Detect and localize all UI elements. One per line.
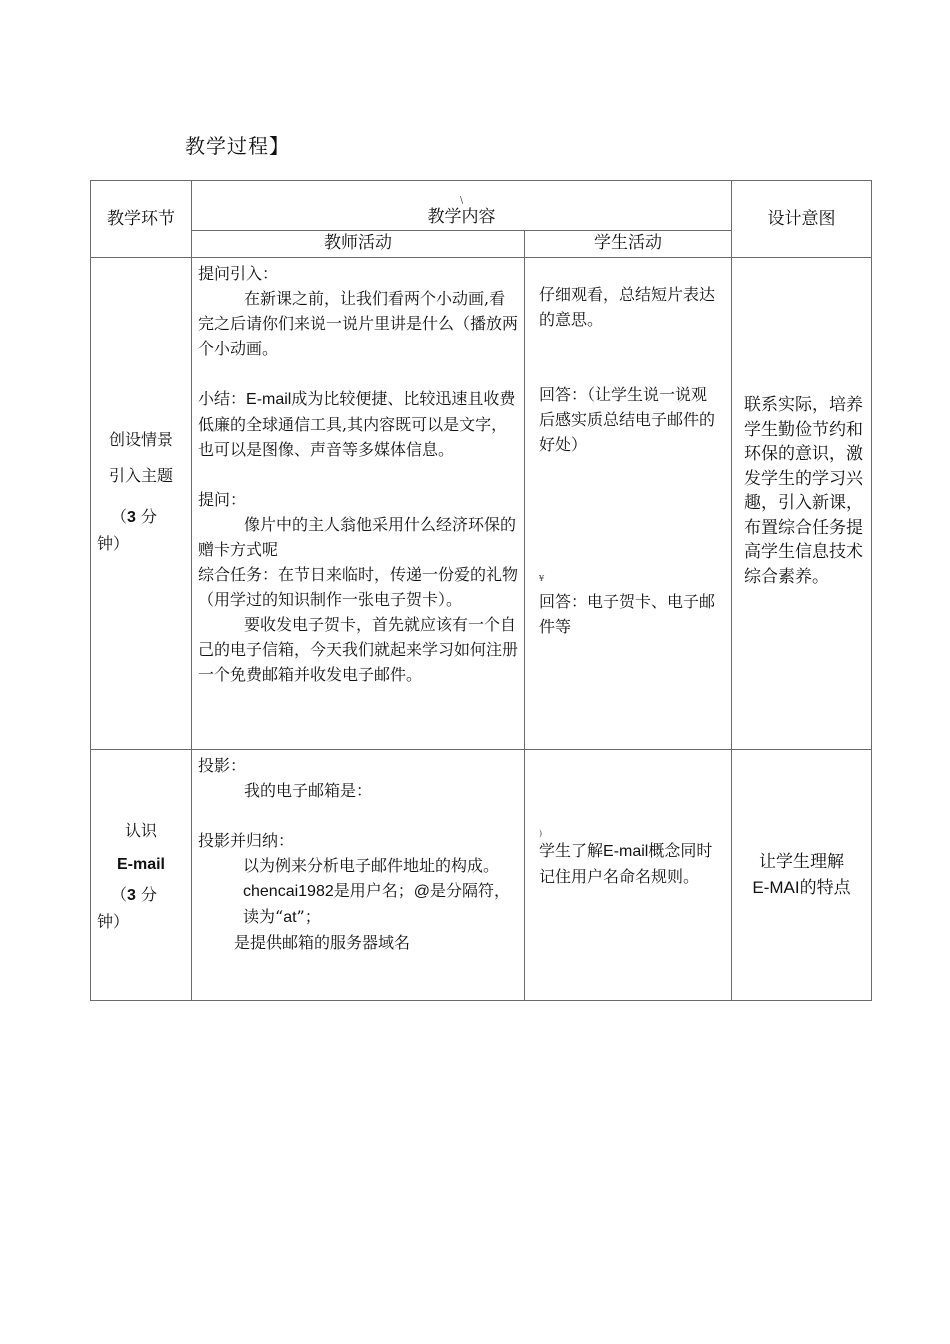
teacher-para: 投影： (198, 756, 247, 775)
teacher-para: 提问引入： (198, 264, 279, 283)
student-para: 回答：电子贺卡、电子邮件等 (539, 592, 716, 636)
student-activity-cell (525, 258, 732, 750)
header-content (192, 181, 732, 231)
stage-time: （3 分 钟） (97, 885, 158, 931)
teacher-para: 在新课之前，让我们看两个小动画,看完之后请你们来说一说片里讲是什么（播放两个小动画。 (198, 289, 519, 358)
teacher-para: 综合任务：在节日来临时，传递一份爱的礼物（用学过的知识制作一张电子贺卡）。 (198, 565, 519, 609)
stray-mark: \ (460, 196, 464, 206)
header-teacher: 教师活动 (192, 231, 525, 258)
intent-line: E-MAI的特点 (752, 878, 851, 898)
student-para: 仔细观看，总结短片表达的意思。 (539, 285, 716, 329)
teacher-para: 像片中的主人翁他采用什么经济环保的赠卡方式呢 (198, 515, 517, 559)
stage-cell (91, 750, 192, 1001)
stray-mark: ¥ (539, 574, 545, 583)
student-activity-cell (525, 750, 732, 1001)
teacher-para: 要收发电子贺卡，首先就应该有一个自己的电子信箱，今天我们就起来学习如何注册一个免费邮箱并收发电子邮件。 (198, 615, 519, 684)
teacher-para: 提问： (198, 490, 247, 509)
stray-mark: ) (539, 829, 543, 838)
header-content-label: 教学内容 (427, 207, 496, 227)
teacher-activity-cell (192, 750, 525, 1001)
lesson-table (90, 180, 872, 1001)
teacher-para: 以为例来分析电子邮件地址的构成。 (243, 856, 500, 875)
teacher-para: 是提供邮箱的服务器域名 (234, 933, 411, 952)
stage-line: 创设情景 (108, 430, 173, 449)
stage-line: 引入主题 (108, 466, 173, 485)
header-stage: 教学环节 (91, 181, 192, 258)
teacher-para: 小结：E-mail成为比较便捷、比较迅速且收费低廉的全球通信工具,其内容既可以是文字，也可以是图像、声音等多媒体信息。 (198, 389, 516, 459)
stage-email: E-mail (116, 856, 165, 873)
intent-text: 联系实际，培养学生勤俭节约和环保的意识，激发学生的学习兴趣，引入新课，布置综合任务提高学生信息技术综合素养。 (744, 395, 863, 587)
intent-line: 让学生理解 (759, 852, 844, 872)
page-title: 教学过程】 (185, 134, 290, 158)
intent-cell (732, 258, 872, 750)
teacher-para: chencai1982是用户名；@是分隔符，读为“at”； (243, 881, 511, 926)
teacher-para: 我的电子邮箱是： (244, 781, 373, 800)
intent-cell (732, 750, 872, 1001)
table-row (91, 750, 872, 1001)
header-intent: 设计意图 (732, 181, 872, 258)
teacher-para: 投影并归纳： (198, 831, 295, 850)
stage-time: （3 分 钟） (97, 507, 158, 553)
stage-line: 认识 (124, 821, 157, 840)
teacher-activity-cell (192, 258, 525, 750)
student-para: 回答：（让学生说一说观后感实质总结电子邮件的好处） (539, 385, 716, 454)
student-para: 学生了解E-mail概念同时记住用户名命名规则。 (539, 841, 713, 886)
stage-cell (91, 258, 192, 750)
header-student: 学生活动 (525, 231, 732, 258)
table-row (91, 258, 872, 750)
